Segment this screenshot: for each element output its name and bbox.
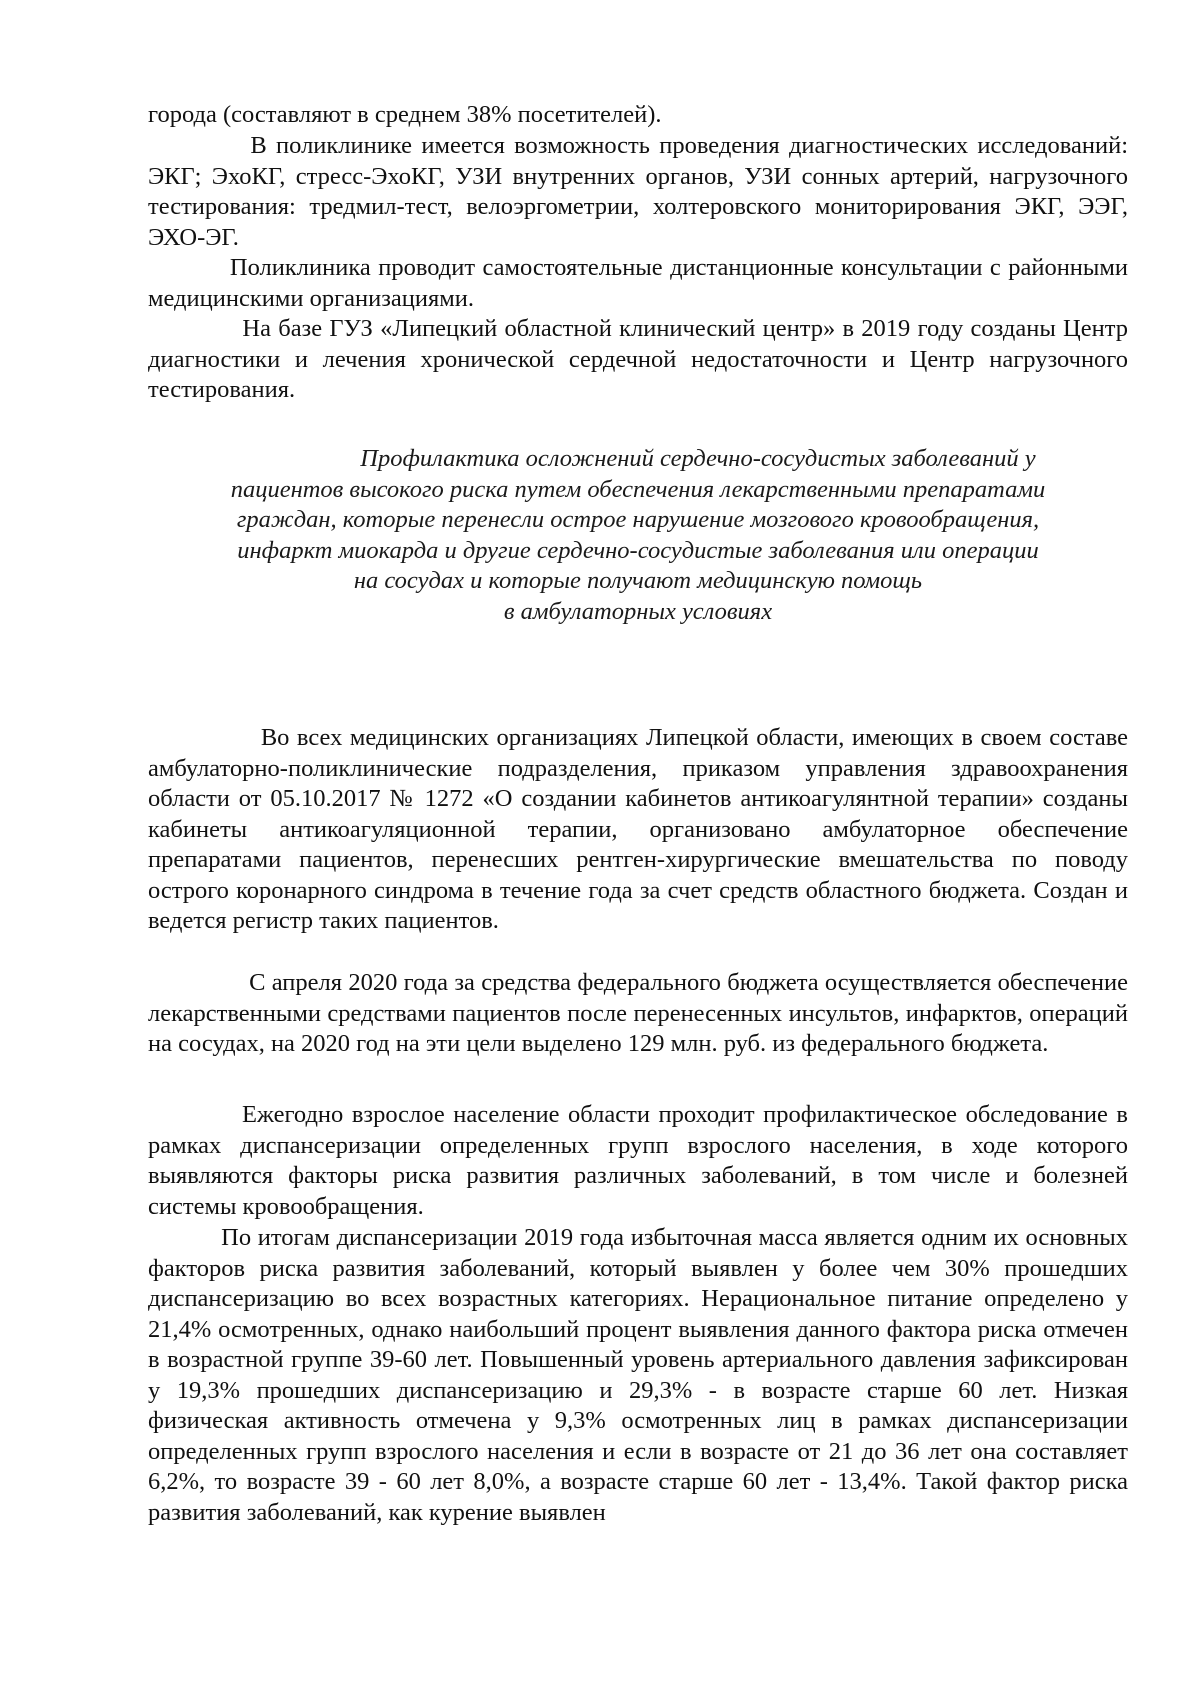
paragraph-annual-screening: Ежегодно взрослое население области проходит профилактическое обследование в рамках диспансеризации определенных групп взрослого населения, в ходе которого выявляются факторы риска развития различных заболеваний, в том числе и болезней системы кровообращения. bbox=[148, 1101, 1128, 1220]
section-heading bbox=[148, 444, 1128, 627]
heading-line-5: на сосудах и которые получают медицинскую помощь bbox=[353, 567, 923, 594]
paragraph-anticoagulant-cabinets: Во всех медицинских организациях Липецкой области, имеющих в своем составе амбулаторно-поликлинические подразделения, приказом управления здравоохранения области от 05.10.2017 № 1272 «О создании кабинетов антикоагулянтной терапии» созданы кабинеты антикоагуляционной терапии, организовано амбулаторное обеспечение препаратами пациентов, перенесших рентген-хирургические вмешательства по поводу острого коронарного синдрома в течение года за счет средств областного бюджета. Создан и ведется регистр таких пациентов. bbox=[148, 724, 1128, 934]
heading-line-6: в амбулаторных условиях bbox=[503, 597, 773, 625]
paragraph-diagnostics: В поликлинике имеется возможность проведения диагностических исследований: ЭКГ; ЭхоКГ, стресс-ЭхоКГ, УЗИ внутренних органов, УЗИ сонных артерий, нагрузочного тестирования: тредмил-тест, велоэргометрии, холтеровского мониторирования ЭКГ, ЭЭГ, ЭХО-ЭГ. bbox=[148, 132, 1128, 251]
heading-line-4: инфаркт миокарда и другие сердечно-сосудистые заболевания или операции bbox=[237, 536, 1039, 564]
paragraph-federal-budget: С апреля 2020 года за средства федерального бюджета осуществляется обеспечение лекарственными средствами пациентов после перенесенных инсультов, инфарктов, операций на сосудах, на 2020 год на эти цели выделено 129 млн. руб. из федерального бюджета. bbox=[148, 969, 1128, 1057]
paragraph-remote-consultations: Поликлиника проводит самостоятельные дистанционные консультации с районными медицинскими организациями. bbox=[148, 254, 1128, 312]
heading-line-1: Профилактика осложнений сердечно-сосудистых заболеваний у bbox=[360, 445, 1036, 472]
heading-line-3: граждан, которые перенесли острое нарушение мозгового кровообращения, bbox=[236, 506, 1040, 533]
paragraph-regional-center: На базе ГУЗ «Липецкий областной клинический центр» в 2019 году созданы Центр диагностики и лечения хронической сердечной недостаточности и Центр нагрузочного тестирования. bbox=[148, 315, 1128, 403]
paragraph-screening-results: По итогам диспансеризации 2019 года избыточная масса является одним их основных факторов риска развития заболеваний, который выявлен у более чем 30% прошедших диспансеризацию во всех возрастных категориях. Нерациональное питание определено у 21,4% осмотренных, однако наибольший процент выявления данного фактора риска отмечен в возрастной группе 39-60 лет. Повышенный уровень артериального давления зафиксирован у 19,3% прошедших диспансеризацию и 29,3% - в возрасте старше 60 лет. Низкая физическая активность отмечена у 9,3% осмотренных лиц в рамках диспансеризации определенных групп взрослого населения и если в возрасте от 21 до 36 лет она составляет 6,2%, то возрасте 39 - 60 лет 8,0%, а возрасте старше 60 лет - 13,4%. Такой фактор риска развития заболеваний, как курение выявлен bbox=[148, 1224, 1128, 1526]
paragraph-city-visitors: города (составляют в среднем 38% посетителей). bbox=[148, 101, 662, 128]
heading-line-2: пациентов высокого риска путем обеспечения лекарственными препаратами bbox=[230, 475, 1046, 503]
